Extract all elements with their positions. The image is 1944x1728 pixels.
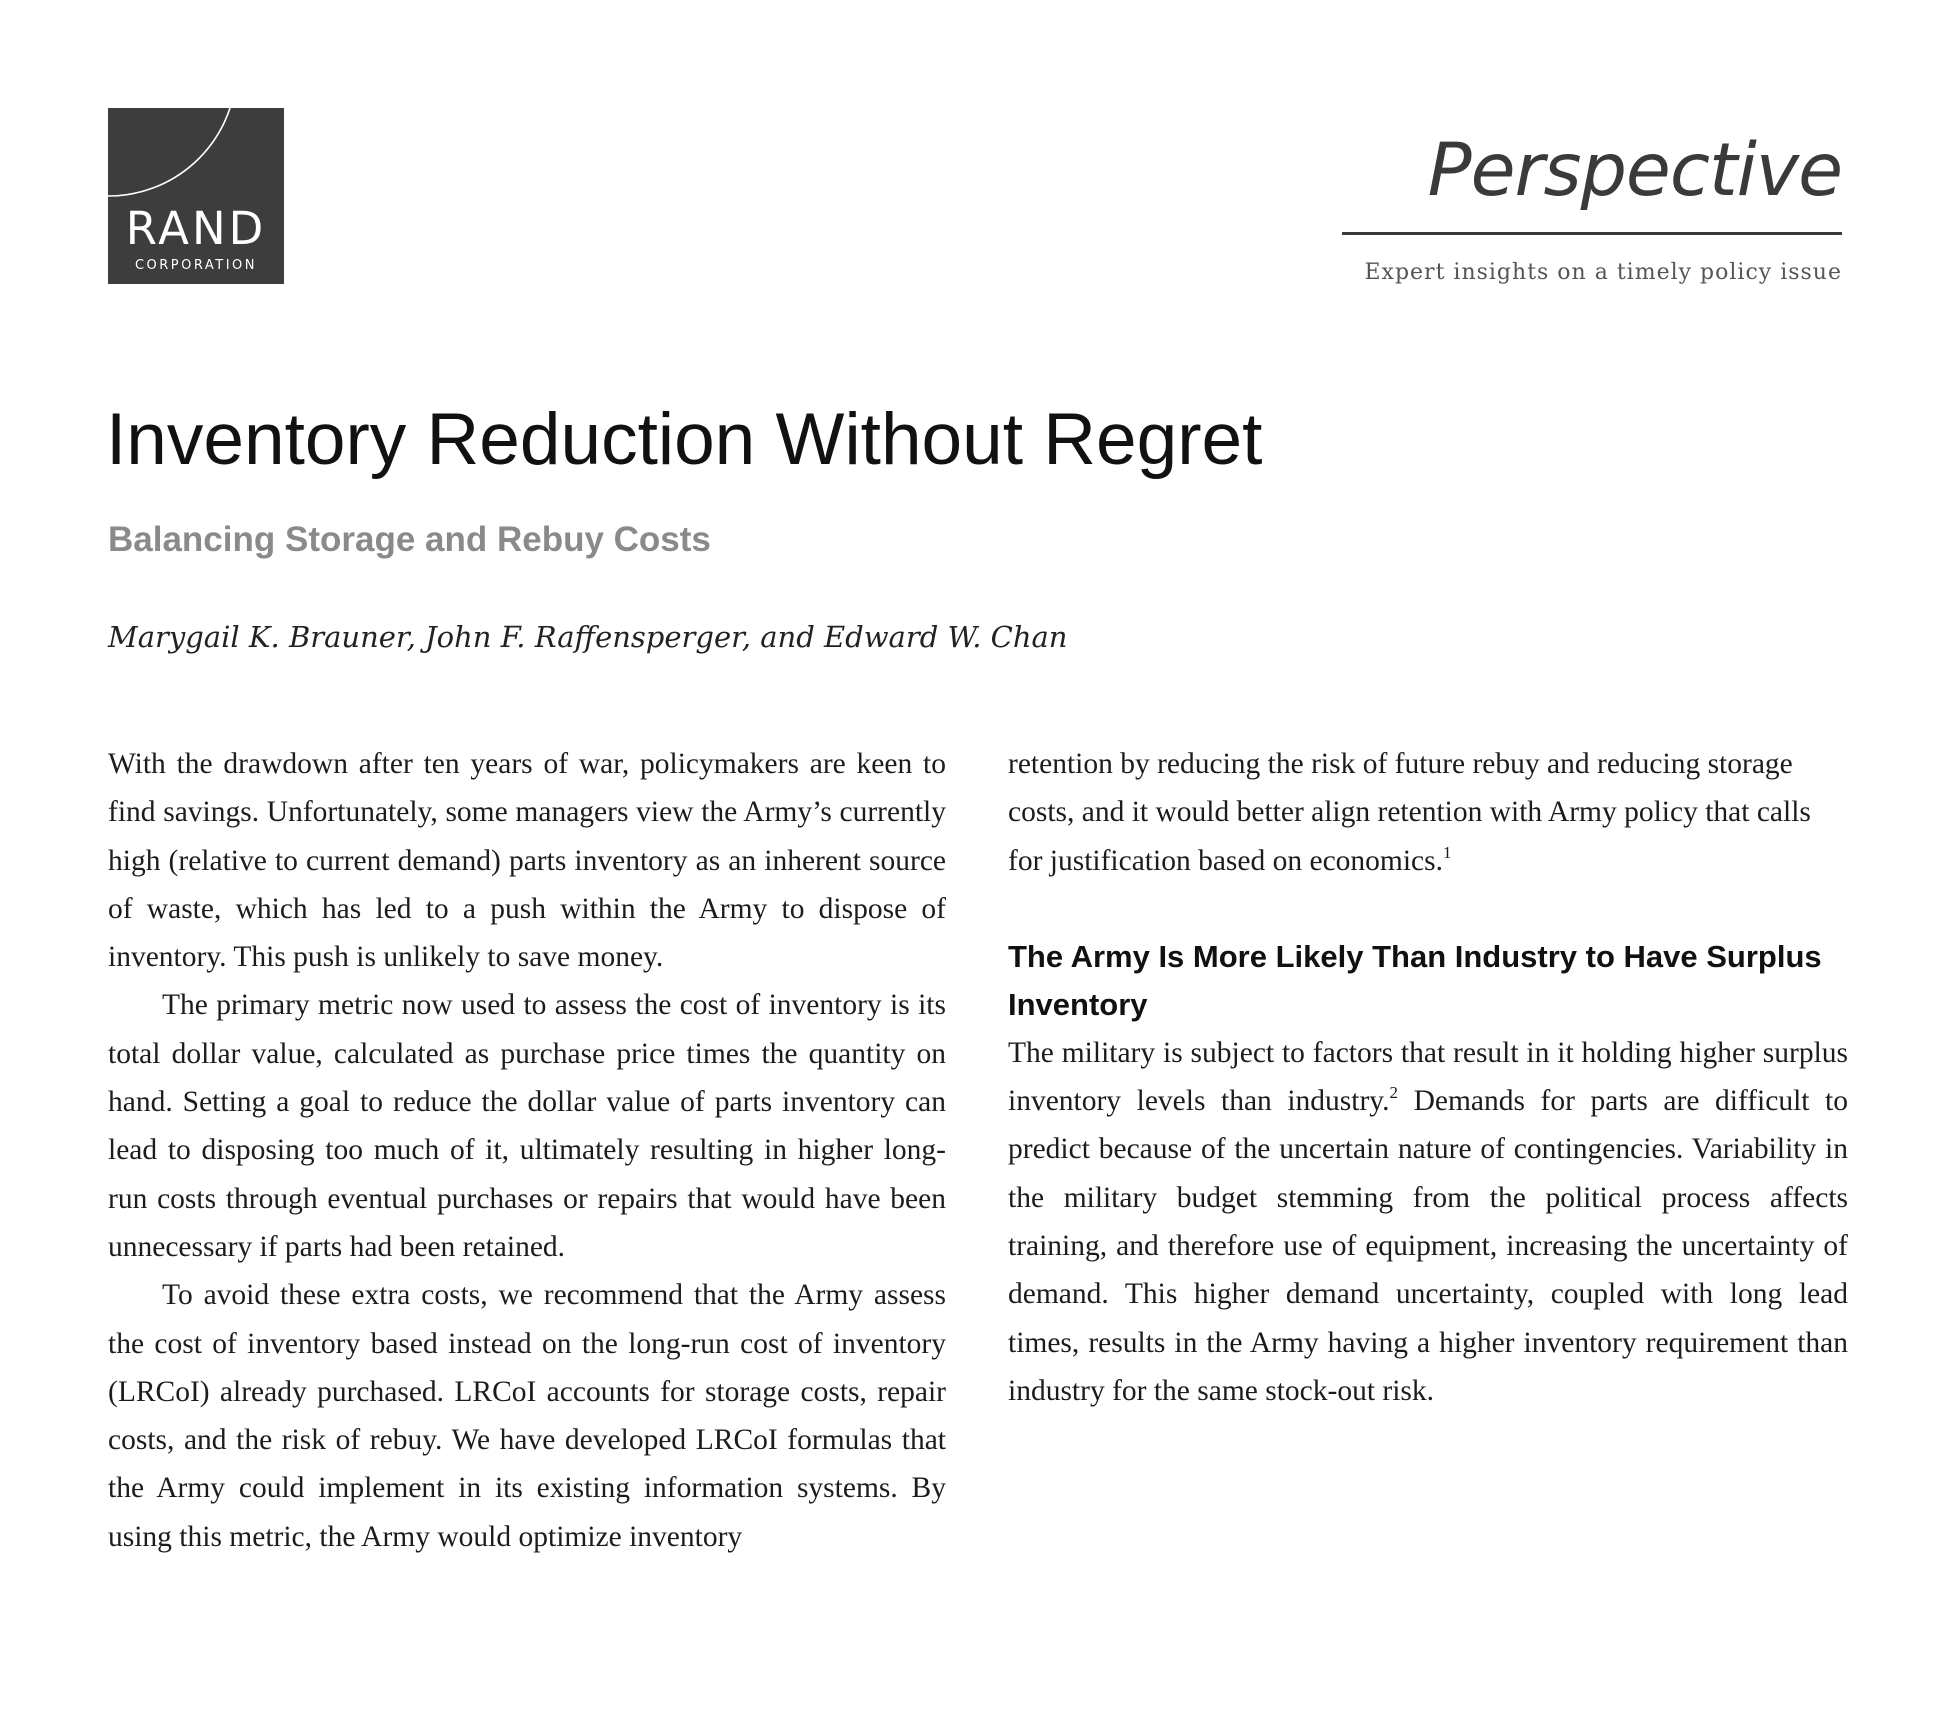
right-column (1008, 740, 1848, 1415)
body-paragraph: To avoid these extra costs, we recommend that the Army assess the cost of inventory based instead on the long-run cost of inventory (LRCoI) already purchased. LRCoI accounts for storage costs, repair costs, and the risk of rebuy. We have developed LRCoI formulas that the Army could implement in its existing information systems. By using this metric, the Army would optimize inventory (108, 1279, 946, 1553)
document-subtitle: Balancing Storage and Rebuy Costs (108, 520, 711, 559)
rand-logo (108, 108, 284, 284)
section-paragraph (1008, 1029, 1848, 1415)
body-paragraph: With the drawdown after ten years of war, policymakers are keen to find savings. Unfortunately, some managers view the Army’s currently high (relative to current demand) parts inventory as an inherent source of waste, which has led to a push within the Army to dispose of inventory. This push is unlikely to save money. (108, 748, 946, 974)
left-column (108, 740, 946, 1561)
logo-subtext: CORPORATION (134, 258, 258, 273)
footnote-marker[interactable]: 2 (1389, 1083, 1399, 1103)
document-authors: Marygail K. Brauner, John F. Raffensperger, and Edward W. Chan (108, 620, 1068, 654)
continuation-text: retention by reducing the risk of future rebuy and reducing storage costs, and it would better align retention with Army policy that calls for justification based on economics. (1008, 748, 1811, 877)
series-divider (1342, 232, 1842, 235)
section-text: Demands for parts are difficult to predict because of the uncertain nature of contingencies. Variability in the military budget stemming from the political process affects training, and therefore use of equipment, increasing the uncertainty of demand. This higher demand uncertainty, coupled with long lead times, results in the Army having a higher inventory requirement than industry for the same stock-out risk. (1008, 1085, 1848, 1407)
series-tagline: Expert insights on a timely policy issue (1364, 260, 1842, 285)
section-heading: The Army Is More Likely Than Industry to Have Surplus Inventory (1008, 938, 1822, 1022)
body-paragraph-continuation (1008, 740, 1848, 885)
body-paragraph: The primary metric now used to assess the cost of inventory is its total dollar value, calculated as purchase price times the quantity on hand. Setting a goal to reduce the dollar value of parts inventory can lead to disposing too much of it, ultimately resulting in higher long-run costs through eventual purchases or repairs that would have been unnecessary if parts had been retained. (108, 989, 946, 1263)
series-title: Perspective (1427, 128, 1842, 213)
section-text: The military is subject to factors that result in it holding higher surplus inventory levels than industry. (1008, 1036, 1848, 1118)
document-title: Inventory Reduction Without Regret (106, 399, 1263, 480)
logo-wordmark: RAND (125, 202, 267, 255)
footnote-marker[interactable]: 1 (1443, 842, 1452, 862)
